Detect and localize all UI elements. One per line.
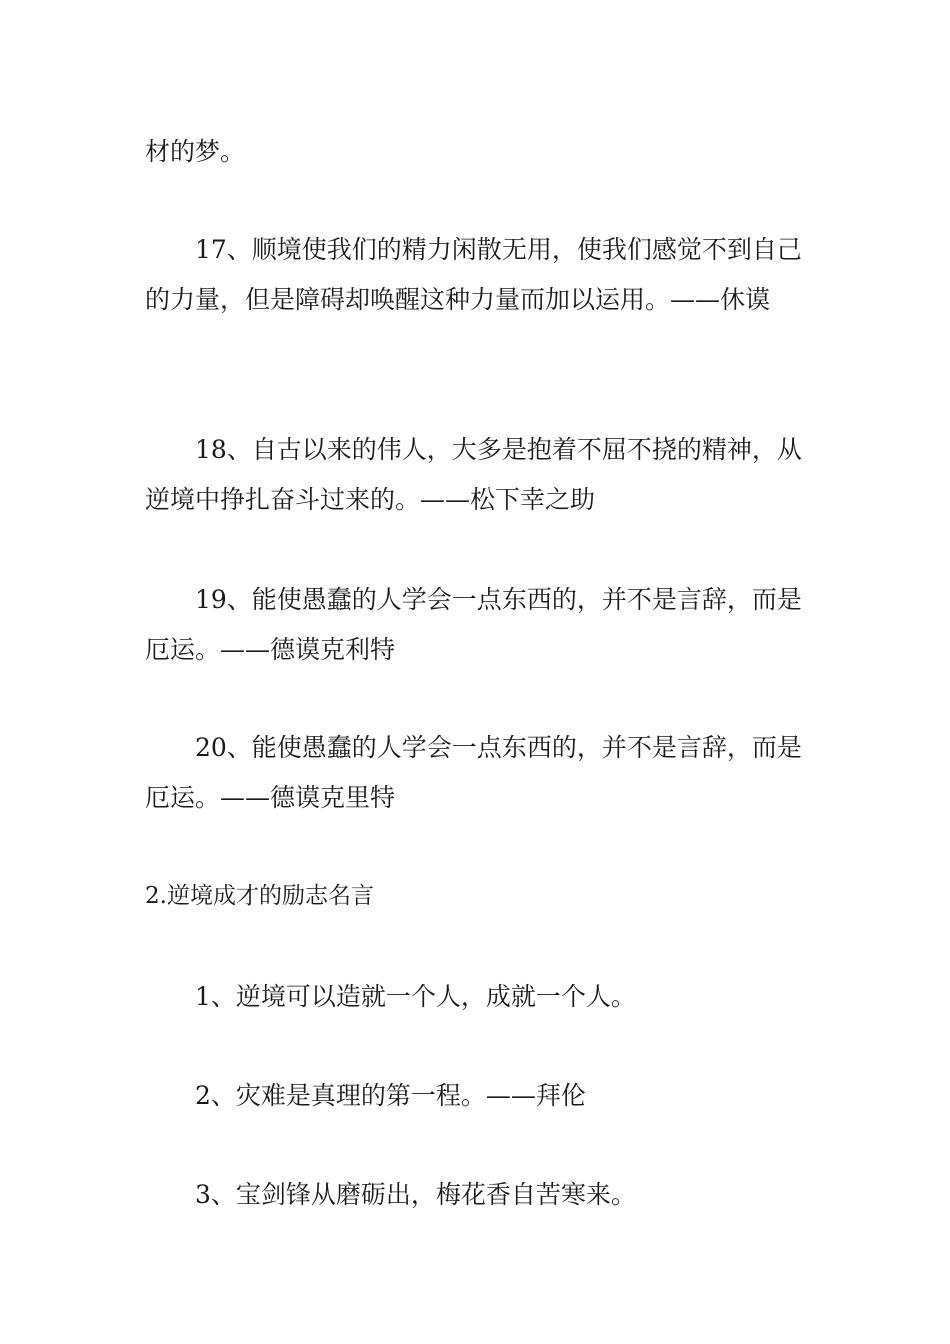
paragraph-fragment: 材的梦。 — [145, 137, 246, 166]
quote-2: 2、灾难是真理的第一程。——拜伦 — [195, 1081, 586, 1110]
section-heading: 2.逆境成才的励志名言 — [145, 883, 374, 909]
quote-1: 1、逆境可以造就一个人，成就一个人。 — [195, 982, 636, 1011]
quote-18: 18、自古以来的伟人，大多是抱着不屈不挠的精神，从逆境中挣扎奋斗过来的。——松下幸之助 — [145, 435, 802, 514]
quote-20: 20、能使愚蠢的人学会一点东西的，并不是言辞，而是厄运。——德谟克里特 — [145, 733, 802, 812]
quote-19: 19、能使愚蠢的人学会一点东西的，并不是言辞，而是厄运。——德谟克利特 — [145, 585, 802, 664]
quote-3: 3、宝剑锋从磨砺出，梅花香自苦寒来。 — [195, 1180, 636, 1209]
quote-17: 17、顺境使我们的精力闲散无用，使我们感觉不到自己的力量，但是障碍却唤醒这种力量而加以运用。——休谟 — [145, 235, 802, 314]
